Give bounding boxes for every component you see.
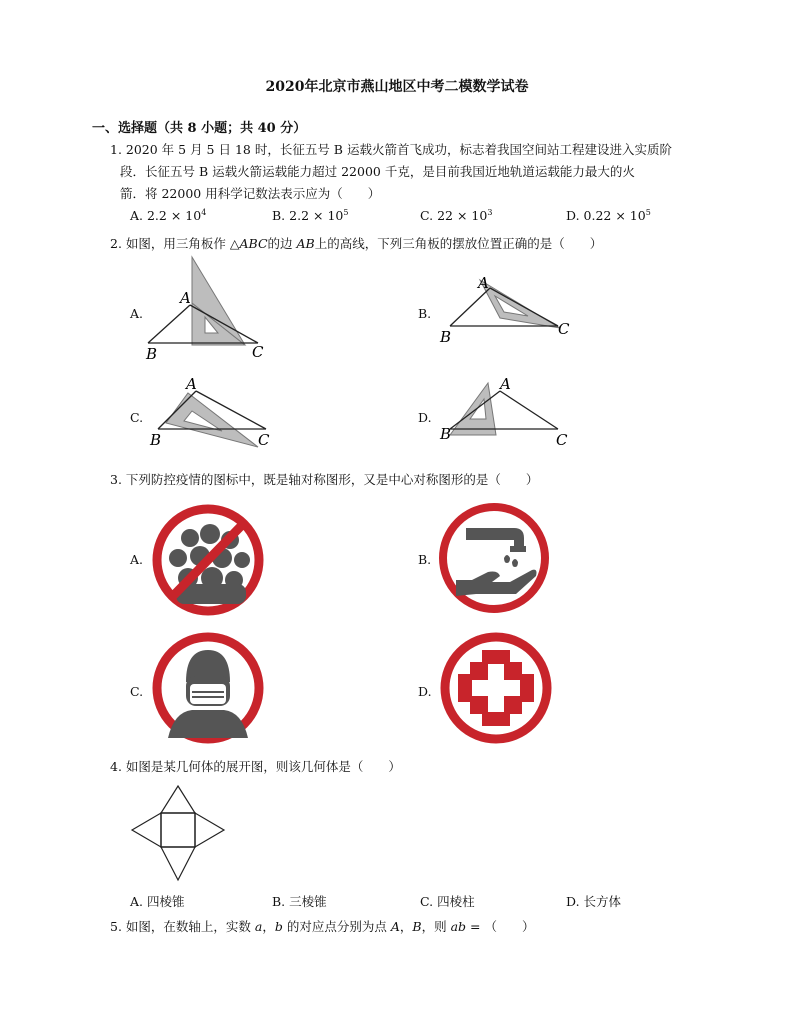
q1-option-a[interactable]: A. $2.2 \times 10^4$ <box>130 208 207 224</box>
q2c-vertex-c: C <box>258 431 270 449</box>
set-square-d <box>450 383 496 435</box>
medical-cross-icon <box>438 630 554 746</box>
q3-stem: 3. 下列防控疫情的图标中，既是轴对称图形，又是中心对称图形的是（ ） <box>110 472 539 487</box>
q2d-vertex-c: C <box>556 431 568 449</box>
q1-line-1: 1. 2020 年 5 月 5 日 18 时，长征五号 B 运载火箭首飞成功，标志着我国空间站工程建设进入实质阶 <box>110 142 672 157</box>
q4-option-d[interactable]: D. 长方体 <box>566 894 622 909</box>
q2a-vertex-a: A <box>180 289 191 307</box>
q2d-vertex-b: B <box>440 425 452 443</box>
q1-option-b[interactable]: B. $2.2 \times 10^5$ <box>272 208 349 224</box>
q4-option-b[interactable]: B. 三棱锥 <box>272 894 327 909</box>
q3-option-c-label[interactable]: C. <box>130 684 144 699</box>
hand-wash-icon <box>436 500 552 616</box>
set-square-c <box>166 393 258 447</box>
mask-person-icon <box>150 630 266 746</box>
q2c-vertex-a: A <box>186 375 197 393</box>
q4-option-c[interactable]: C. 四棱柱 <box>420 894 475 909</box>
q2a-vertex-b: B <box>146 345 158 363</box>
pyramid-net-figure <box>130 784 230 882</box>
page-title: 2020年北京市燕山地区中考二模数学试卷 <box>265 79 529 95</box>
q2b-vertex-c: C <box>558 320 570 338</box>
q2-option-c-label[interactable]: C. <box>130 410 144 425</box>
q2-figure-a <box>140 255 280 365</box>
q2-option-a-label[interactable]: A. <box>130 306 144 321</box>
q2-stem: 2. 如图，用三角板作 △ABC的边 AB上的高线，下列三角板的摆放位置正确的是（ ） <box>110 236 603 251</box>
q1-option-c[interactable]: C. $22 \times 10^3$ <box>420 208 493 224</box>
q2-figure-c <box>148 375 288 455</box>
q1-line-3: 箭．将 22000 用科学记数法表示应为（ ） <box>120 186 381 201</box>
q2-figure-d <box>440 375 580 455</box>
q1-option-d[interactable]: D. $0.22 \times 10^5$ <box>566 208 651 224</box>
q2a-vertex-c: C <box>252 343 264 361</box>
q2b-vertex-b: B <box>440 328 452 346</box>
q2-option-d-label[interactable]: D. <box>418 410 432 425</box>
q2-option-b-label[interactable]: B. <box>418 306 432 321</box>
q3-option-a-label[interactable]: A. <box>130 552 144 567</box>
q2b-vertex-a: A <box>478 274 489 292</box>
q4-stem: 4. 如图是某几何体的展开图，则该几何体是（ ） <box>110 759 401 774</box>
q1-line-2: 段．长征五号 B 运载火箭运载能力超过 22000 千克，是目前我国近地轨道运载能力最大的火 <box>120 164 635 179</box>
q3-option-d-label[interactable]: D. <box>418 684 432 699</box>
q2d-vertex-a: A <box>500 375 511 393</box>
no-crowd-icon <box>150 502 266 618</box>
section-heading: 一、选择题（共 8 小题；共 40 分） <box>92 121 307 136</box>
q4-option-a[interactable]: A. 四棱锥 <box>130 894 185 909</box>
q3-option-b-label[interactable]: B. <box>418 552 432 567</box>
q2-figure-b <box>440 270 580 350</box>
q5-stem: 5. 如图，在数轴上，实数 a，b 的对应点分别为点 A，B，则 ab = （ ） <box>110 919 535 934</box>
q2c-vertex-b: B <box>150 431 162 449</box>
